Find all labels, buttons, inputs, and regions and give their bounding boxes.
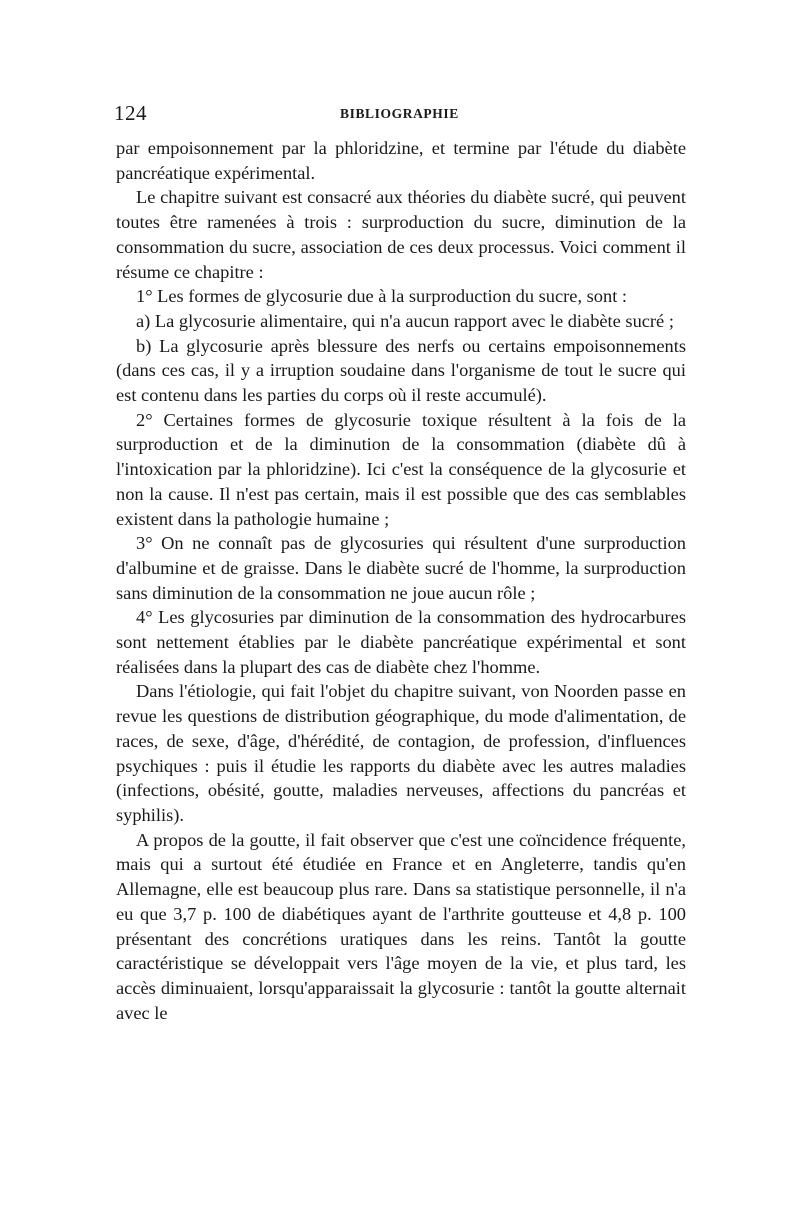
paragraph-point-1a: a) La glycosurie alimentaire, qui n'a aucun rapport avec le diabète sucré ; xyxy=(136,310,674,331)
paragraph-gout: A propos de la goutte, il fait observer que c'est une coïncidence fréquente, mais qui a surtout été étudiée en France et en Angleterre, tandis qu'en Allemagne, elle est beaucoup plus rare. Dans sa statistique personnelle, il n'a eu que 3,7 p. 100 de diabétiques ayant de l'arthrite goutteuse et 4,8 p. 100 présentant des concrétions uratiques dans les reins. Tantôt la goutte caractéristique se développait vers l'âge moyen de la vie, et plus tard, les accès diminuaient, lorsqu'apparaissait la glycosurie : tantôt la goutte alternait avec le xyxy=(116,829,686,1023)
body-text xyxy=(116,136,686,1025)
page-number: 124 xyxy=(114,101,147,125)
running-head: BIBLIOGRAPHIE xyxy=(340,106,459,121)
paragraph-point-1: 1° Les formes de glycosurie due à la surproduction du sucre, sont : xyxy=(136,286,628,307)
paragraph-point-1b: b) La glycosurie après blessure des nerfs ou certains empoisonnements (dans ces cas, il y a irruption soudaine dans l'organisme de tout le sucre qui est contenu dans les parties du corps où il reste accumulé). xyxy=(116,335,686,406)
page-header xyxy=(114,101,686,127)
paragraph-point-3: 3° On ne connaît pas de glycosuries qui résultent d'une surproduction d'albumine et de graisse. Dans le diabète sucré de l'homme, la surproduction sans diminution de la consommation ne joue aucun rôle ; xyxy=(116,533,686,603)
paragraph-point-4: 4° Les glycosuries par diminution de la consommation des hydrocarbures sont nettement établies par le diabète pancréatique expérimental et sont réalisées dans la plupart des cas de diabète chez l'homme. xyxy=(116,607,686,677)
paragraph-theories: Le chapitre suivant est consacré aux théories du diabète sucré, qui peuvent toutes être ramenées à trois : surproduction du sucre, diminution de la consommation du sucre, association de ces deux processus. Voici comment il résume ce chapitre : xyxy=(116,187,686,282)
paragraph-etiology: Dans l'étiologie, qui fait l'objet du chapitre suivant, von Noorden passe en revue les questions de distribution géographique, du mode d'alimentation, de races, de sexe, d'âge, d'hérédité, de contagion, de profession, d'influences psychiques : puis il étudie les rapports du diabète avec les autres maladies (infections, obésité, goutte, maladies nerveuses, affections du pancréas et syphilis). xyxy=(116,681,686,825)
paragraph-point-2: 2° Certaines formes de glycosurie toxique résultent à la fois de la surproduction et de la diminution de la consommation (diabète dû à l'intoxication par la phloridzine). Ici c'est la conséquence de la glycosurie et non la cause. Il n'est pas certain, mais il est possible que des cas semblables existent dans la pathologie humaine ; xyxy=(116,409,686,529)
paragraph-continued: par empoisonnement par la phloridzine, et termine par l'étude du diabète pancréatique expérimental. xyxy=(116,138,686,183)
